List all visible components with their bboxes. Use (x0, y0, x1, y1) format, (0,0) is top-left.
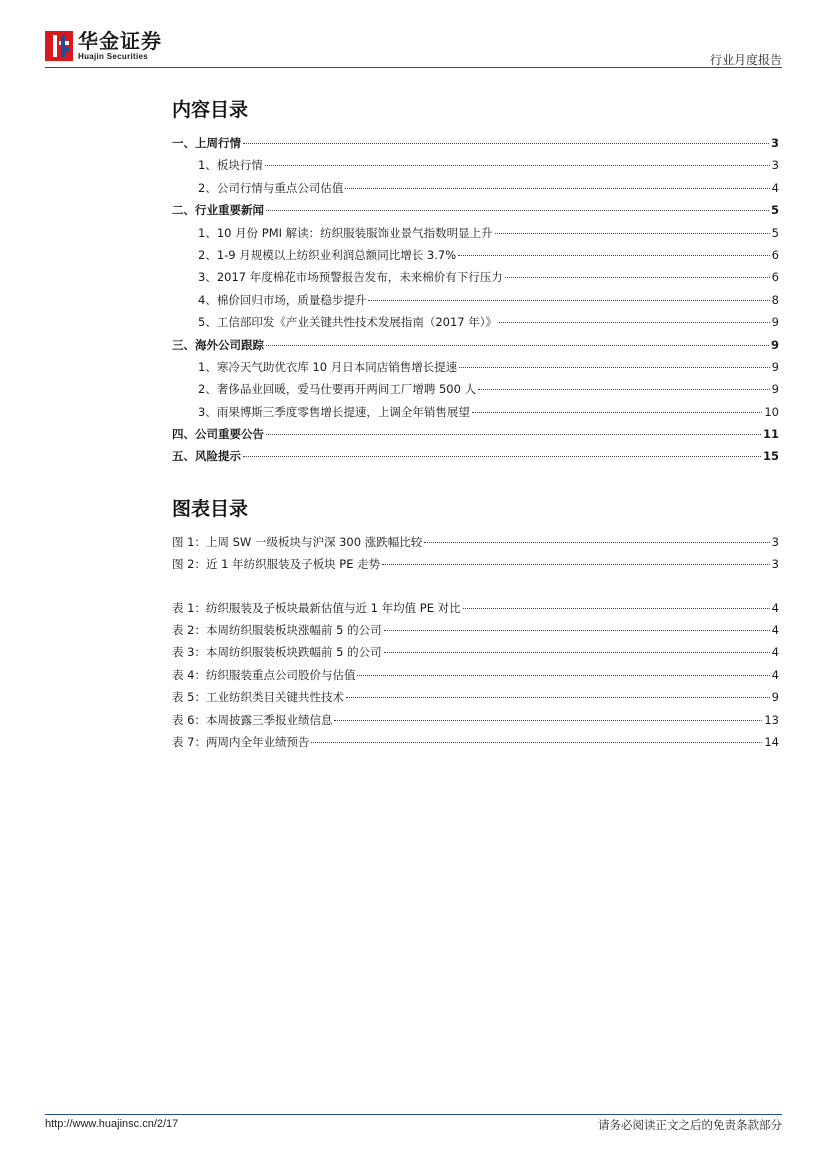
entry-title: 2、1-9 月规模以上纺织业利润总额同比增长 3.7% (198, 247, 457, 262)
entry-page-number: 3 (771, 557, 779, 572)
chart-index-entry[interactable] (172, 531, 779, 553)
table-index-entry[interactable] (172, 619, 779, 641)
entry-page-number: 9 (771, 690, 779, 705)
table-index-entry[interactable] (172, 709, 779, 731)
entry-page-number: 4 (771, 645, 779, 660)
table-index-entry[interactable] (172, 731, 779, 753)
dot-leader (384, 652, 770, 653)
entry-page-number: 3 (770, 136, 779, 150)
dot-leader (346, 697, 770, 698)
entry-page-number: 11 (762, 427, 779, 442)
dot-leader (368, 300, 769, 301)
entry-page-number: 5 (771, 225, 779, 240)
table-index-entry[interactable] (172, 641, 779, 663)
footer-disclaimer: 请务必阅读正文之后的免责条款部分 (598, 1118, 782, 1132)
entry-page-number: 10 (764, 404, 779, 419)
entry-page-number: 8 (771, 292, 779, 307)
chart-index-entry[interactable] (172, 553, 779, 575)
entry-page-number: 3 (771, 158, 779, 173)
logo-chinese-name: 华金证券 (78, 29, 162, 53)
toc-list (172, 132, 779, 468)
toc-title: 内容目录 (172, 99, 249, 121)
dot-leader (472, 412, 763, 413)
entry-title: 2、奢侈品业回暖，爱马仕要再开两间工厂增聘 500 人 (198, 382, 477, 397)
toc-subsection-entry[interactable] (172, 356, 779, 378)
page-header (0, 0, 827, 70)
entry-page-number: 4 (771, 600, 779, 615)
entry-title: 二、行业重要新闻 (172, 203, 264, 218)
company-logo (45, 30, 162, 62)
dot-leader (243, 456, 761, 457)
entry-title: 1、10 月份 PMI 解读：纺织服装服饰业景气指数明显上升 (198, 225, 493, 240)
dot-leader (345, 188, 769, 189)
dot-leader (243, 143, 769, 144)
entry-page-number: 4 (771, 180, 779, 195)
huajin-logo-icon (45, 31, 73, 61)
entry-title: 图 2：近 1 年纺织服装及子板块 PE 走势 (172, 557, 381, 572)
dot-leader (357, 675, 769, 676)
dot-leader (384, 630, 770, 631)
dot-leader (424, 542, 769, 543)
dot-leader (266, 434, 761, 435)
entry-page-number: 9 (771, 315, 779, 330)
entry-page-number: 6 (771, 270, 779, 285)
entry-page-number: 9 (771, 382, 779, 397)
entry-title: 表 4：纺织服装重点公司股价与估值 (172, 667, 356, 682)
toc-subsection-entry[interactable] (172, 401, 779, 423)
entry-title: 表 7：两周内全年业绩预告 (172, 734, 310, 749)
entry-page-number: 4 (771, 667, 779, 682)
entry-page-number: 9 (771, 359, 779, 374)
report-type-label: 行业月度报告 (709, 53, 782, 67)
entry-title: 4、棉价回归市场，质量稳步提升 (198, 292, 367, 307)
entry-title: 表 1：纺织服装及子板块最新估值与近 1 年均值 PE 对比 (172, 600, 461, 615)
table-index-entry[interactable] (172, 597, 779, 619)
entry-title: 5、工信部印发《产业关键共性技术发展指南（2017 年）》 (198, 315, 497, 330)
table-list (172, 597, 779, 754)
table-index-entry[interactable] (172, 664, 779, 686)
dot-leader (505, 277, 770, 278)
toc-section-entry[interactable] (172, 132, 779, 154)
entry-page-number: 5 (770, 203, 779, 218)
entry-title: 表 3：本周纺织服装板块跌幅前 5 的公司 (172, 645, 382, 660)
document-body (172, 96, 779, 753)
toc-subsection-entry[interactable] (172, 154, 779, 176)
figure-index-title: 图表目录 (172, 497, 249, 520)
dot-leader (334, 720, 762, 721)
entry-page-number: 15 (762, 449, 779, 464)
toc-subsection-entry[interactable] (172, 177, 779, 199)
entry-title: 一、上周行情 (172, 136, 241, 150)
entry-title: 表 5：工业纺织类目关键共性技术 (172, 690, 344, 705)
dot-leader (266, 345, 769, 346)
entry-title: 表 2：本周纺织服装板块涨幅前 5 的公司 (172, 623, 382, 638)
chart-list (172, 531, 779, 576)
toc-subsection-entry[interactable] (172, 378, 779, 400)
toc-subsection-entry[interactable] (172, 311, 779, 333)
dot-leader (459, 367, 769, 368)
dot-leader (311, 742, 762, 743)
header-divider (45, 67, 782, 68)
toc-subsection-entry[interactable] (172, 244, 779, 266)
toc-section-entry[interactable] (172, 334, 779, 356)
entry-title: 图 1：上周 SW 一级板块与沪深 300 涨跌幅比较 (172, 534, 423, 549)
list-gap (172, 576, 779, 597)
dot-leader (495, 233, 770, 234)
entry-title: 四、公司重要公告 (172, 427, 264, 442)
dot-leader (266, 210, 769, 211)
dot-leader (463, 608, 770, 609)
dot-leader (478, 389, 770, 390)
figure-index-list (172, 531, 779, 754)
toc-section-entry[interactable] (172, 199, 779, 221)
dot-leader (265, 165, 770, 166)
entry-page-number: 3 (771, 534, 779, 549)
entry-title: 表 6：本周披露三季报业绩信息 (172, 712, 333, 727)
toc-subsection-entry[interactable] (172, 289, 779, 311)
toc-subsection-entry[interactable] (172, 266, 779, 288)
entry-title: 1、寒冷天气助优衣库 10 月日本同店销售增长提速 (198, 359, 458, 374)
dot-leader (382, 564, 770, 565)
entry-page-number: 4 (771, 623, 779, 638)
entry-title: 三、海外公司跟踪 (172, 337, 264, 352)
entry-page-number: 6 (771, 247, 779, 262)
table-index-entry[interactable] (172, 686, 779, 708)
entry-title: 3、雨果博斯三季度零售增长提速，上调全年销售展望 (198, 404, 470, 419)
toc-section-entry[interactable] (172, 445, 779, 467)
dot-leader (458, 255, 770, 256)
dot-leader (499, 322, 770, 323)
entry-page-number: 14 (764, 734, 779, 749)
entry-title: 五、风险提示 (172, 449, 241, 464)
entry-title: 2、公司行情与重点公司估值 (198, 180, 344, 195)
entry-title: 3、2017 年度棉花市场预警报告发布，未来棉价有下行压力 (198, 270, 503, 285)
entry-page-number: 13 (764, 712, 779, 727)
toc-subsection-entry[interactable] (172, 222, 779, 244)
entry-title: 1、板块行情 (198, 158, 263, 173)
logo-english-name: Huajin Securities (78, 52, 149, 61)
footer-divider (45, 1114, 782, 1115)
entry-page-number: 9 (770, 337, 779, 352)
footer-url-page[interactable]: http://www.huajinsc.cn/2/17 (45, 1118, 179, 1130)
toc-section-entry[interactable] (172, 423, 779, 445)
